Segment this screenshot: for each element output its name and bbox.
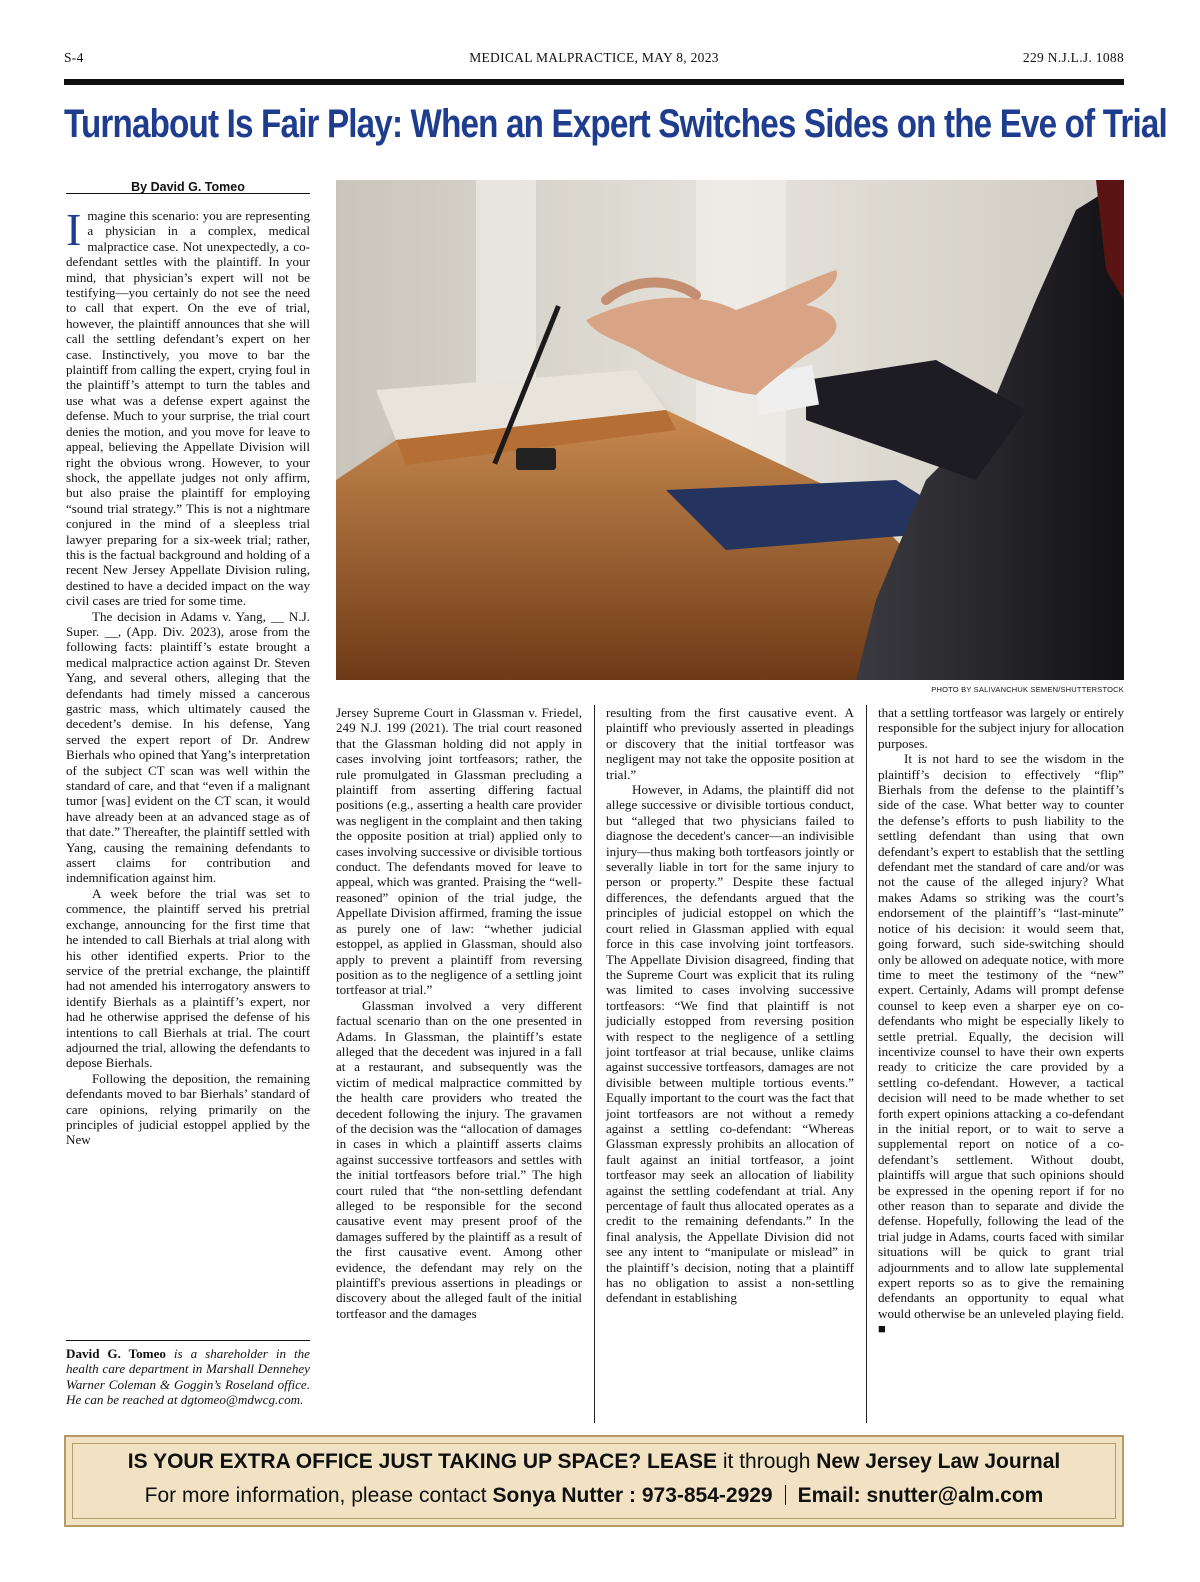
drop-cap: I (66, 204, 82, 255)
ad-banner[interactable] (64, 1435, 1124, 1527)
author-bio (66, 1346, 310, 1408)
author-bio-text: is a shareholder in the health care department in Marshall Dennehey Warner Coleman & Goggin’s Roseland office. He can be reached at dgtomeo@mdwcg.com. (66, 1346, 310, 1408)
photo-credit: PHOTO BY SALIVANCHUK SEMEN/SHUTTERSTOCK (931, 685, 1124, 694)
bio-rule (66, 1340, 310, 1341)
ad-contact-email[interactable]: Email: snutter@alm.com (797, 1484, 1044, 1507)
paragraph-1: Imagine this scenario: you are representing a physician in a complex, medical malpractice case. Not unexpectedly, a co-defendant settles with the plaintiff. In your mind, that physician’s expert will not be testifying—you certainly do not see the need to call that expert. On the eve of trial, however, the plaintiff announces that she will call the settling defendant’s expert on her case. Instinctively, you move to bar the plaintiff from calling the expert, crying foul in the plaintiff’s attempt to turn the tables and use what was a defense expert against the defense. Much to your surprise, the trial court denies the motion, and you move for leave to appeal, believing the Appellate Division will right the obvious wrong. However, to your shock, the appellate judges not only affirm, but also praise the plaintiff for employing “sound trial strategy.” This is not a nightmare conjured in the mind of a sleepless trial lawyer preparing for a six-week trial; rather, this is the factual background and holding of a recent New Jersey Appellate Division ruling, destined to have a decided impact on the way civil cases are tried for some time. (66, 204, 310, 609)
article-column-2 (336, 705, 582, 1321)
column-divider (866, 705, 867, 1423)
paragraph-4-continued: Jersey Supreme Court in Glassman v. Friedel, 249 N.J. 199 (2021). The trial court reasoned that the Glassman holding did not apply in cases involving joint tortfeasors; rather, the rule promulgated in Glassman precluding a plaintiff from asserting differing factual positions (e.g., asserting a health care provider was negligent in the complaint and then taking the opposite position at trial) applied only to cases involving successive or divisible tortious conduct. The defendants moved for leave to appeal, which was granted. Praising the “well-reasoned” opinion of the trial judge, the Appellate Division affirmed, framing the issue as purely one of law: “whether judicial estoppel, as applied in Glassman, should also apply to prevent a plaintiff from reversing position as to the negligence of a settling joint tortfeasor at trial.” (336, 705, 582, 998)
article-column-3 (606, 705, 854, 1306)
article-column-4 (878, 705, 1124, 1337)
header-rule (64, 79, 1124, 85)
paragraph-7: It is not hard to see the wisdom in the plaintiff’s decision to effectively “flip” Bierhals from the defense to the plaintiff’s side of the case. What better way to counter the defense’s efforts to push liability to the settling defendant than using that own defendant’s expert to establish that the settling defendant met the standard of care and/or was not the cause of the alleged injury? What makes Adams so striking was the court’s endorsement of the plaintiff’s “last-minute” notice of his decision: it would seem that, going forward, such side-switching should only be allowed on adequate notice, with more time to meet the testimony of the “new” expert. Certainly, Adams will prompt defense counsel to keep even a sharper eye on co-defendants who might be especially likely to settle pretrial. Equally, the decision will incentivize counsel to have their own experts ready to criticize the care provided by a settling co-defendant. However, a tactical decision will need to be made whether to set forth expert opinions attacking a co-defendant in the initial report, or to wait to serve a supplemental report on notice of a co-defendant’s settlement. Without doubt, plaintiffs will argue that such opinions should be expressed in the opening report if for no other reason than to separate and divide the defense. Hopefully, following the lead of the trial judge in Adams, courts faced with similar situations will be quick to grant trial adjournments and to allow late supplemental expert reports so as to give the remaining defendants an opportunity to equal what would otherwise be an unleveled playing field. ■ (878, 751, 1124, 1337)
author-name: David G. Tomeo (66, 1346, 166, 1361)
section-title: MEDICAL MALPRACTICE, MAY 8, 2023 (469, 50, 719, 65)
running-header (64, 50, 1124, 70)
paragraph-5: Glassman involved a very different factual scenario than on the one presented in Adams. In Glassman, the plaintiff’s estate alleged that the decedent was injured in a fall at a restaurant, and subsequently was the victim of medical malpractice committed by the health care providers who treated the decedent following the injury. The gravamen of the decision was the “allocation of damages in cases in which a plaintiff asserts claims against successive tortfeasors and settles with the initial tortfeasors before trial.” The high court ruled that “the non-settling defendant alleged to be responsible for the second causative event may present proof of the damages suffered by the plaintiff as a result of the first causative event. Among other evidence, the defendant may rely on the plaintiff's previous assertions in pleadings or discovery about the alleged fault of the initial tortfeasor and the damages (336, 997, 582, 1321)
citation: 229 N.J.L.J. 1088 (1022, 50, 1124, 65)
paragraph-2: The decision in Adams v. Yang, __ N.J. Super. __, (App. Div. 2023), arose from the following facts: plaintiff’s estate brought a medical malpractice action against Dr. Steven Yang, and several others, alleging that the defendants had timely missed a cancerous gastric mass, which ultimately caused the decedent’s demise. In his defense, Yang served the expert report of Dr. Andrew Bierhals who opined that Yang’s interpretation of the subject CT scan was well within the standard of care, and that “even if a malignant tumor [was] evident on the CT scan, it would have already been at an advanced stage as of that date.” Thereafter, the plaintiff settled with Yang, causing the remaining defendants to assert claims for contribution and indemnification against him. (66, 608, 310, 886)
ad-contact-line: For more information, please contact Sonya Nutter : 973-854-2929 Email: snutter@alm.com (144, 1484, 1044, 1507)
lawyer-at-podium-image (336, 180, 1124, 680)
byline: By David G. Tomeo (131, 180, 245, 194)
courtroom-photo (336, 180, 1124, 680)
paragraph-4: Following the deposition, the remaining defendants moved to bar Bierhals’ standard of care opinions, relying primarily on the principles of judicial estoppel applied by the New (66, 1070, 310, 1148)
paragraph-6-continued: that a settling tortfeasor was largely or entirely responsible for the subject injury for allocation purposes. (878, 705, 1124, 751)
column-divider (594, 705, 595, 1423)
ad-headline: IS YOUR EXTRA OFFICE JUST TAKING UP SPACE? LEASE it through New Jersey Law Journal (127, 1450, 1061, 1473)
byline-rule (66, 193, 310, 194)
paragraph-6: However, in Adams, the plaintiff did not allege successive or divisible tortious conduct, but “alleged that two physicians failed to diagnose the decedent's cancer—an indivisible injury—thus making both tortfeasors jointly or severally liable in tort for the same injury to person or property.” Despite these factual differences, the defendants argued that the principles of judicial estoppel on which the court relied in Glassman applied with equal force in this case involving joint tortfeasors. The Appellate Division disagreed, finding that the Supreme Court was explicit that its ruling was limited to cases involving successive tortfeasors: “We find that plaintiff is not judicially estopped from reversing position with respect to the negligence of a settling joint tortfeasor at trial because, unlike claims against successive tortfeasors, damages are not divisible between multiple tortious events.” Equally important to the court was the fact that joint tortfeasors are not without a remedy against a settling co-defendant: “Whereas Glassman expressly prohibits an allocation of fault against an initial tortfeasor, a joint tortfeasor may seek an allocation of liability against the settling codefendant at trial. Any percentage of fault thus allocated operates as a credit to the remaining defendants.” In the final analysis, the Appellate Division did not see any intent to “manipulate or mislead” in the plaintiff’s decision, noting that a plaintiff has no obligation to assist a non-settling defendant in establishing (606, 782, 854, 1306)
page-number: S-4 (64, 50, 84, 65)
paragraph-3: A week before the trial was set to commence, the plaintiff served his pretrial exchange, announcing for the first time that he intended to call Bierhals at trial along with his other identified experts. Prior to the service of the pretrial exchange, the plaintiff had not amended his interrogatory answers to identify Bierhals as a plaintiff’s expert, nor had he otherwise apprised the defense of his intentions to call Bierhals at trial. The court adjourned the trial, allowing the defendants to depose Bierhals. (66, 885, 310, 1071)
article-headline: Turnabout Is Fair Play: When an Expert Switches Sides on the Eve of Trial (64, 102, 1167, 146)
ad-contact-phone[interactable]: Sonya Nutter : 973-854-2929 (492, 1484, 773, 1507)
article-column-1 (66, 204, 310, 1148)
ad-separator (785, 1485, 786, 1505)
paragraph-5-continued: resulting from the first causative event. A plaintiff who previously asserted in pleadings or discovery that the initial tortfeasor was negligent may not take the opposite position at trial.” (606, 705, 854, 782)
